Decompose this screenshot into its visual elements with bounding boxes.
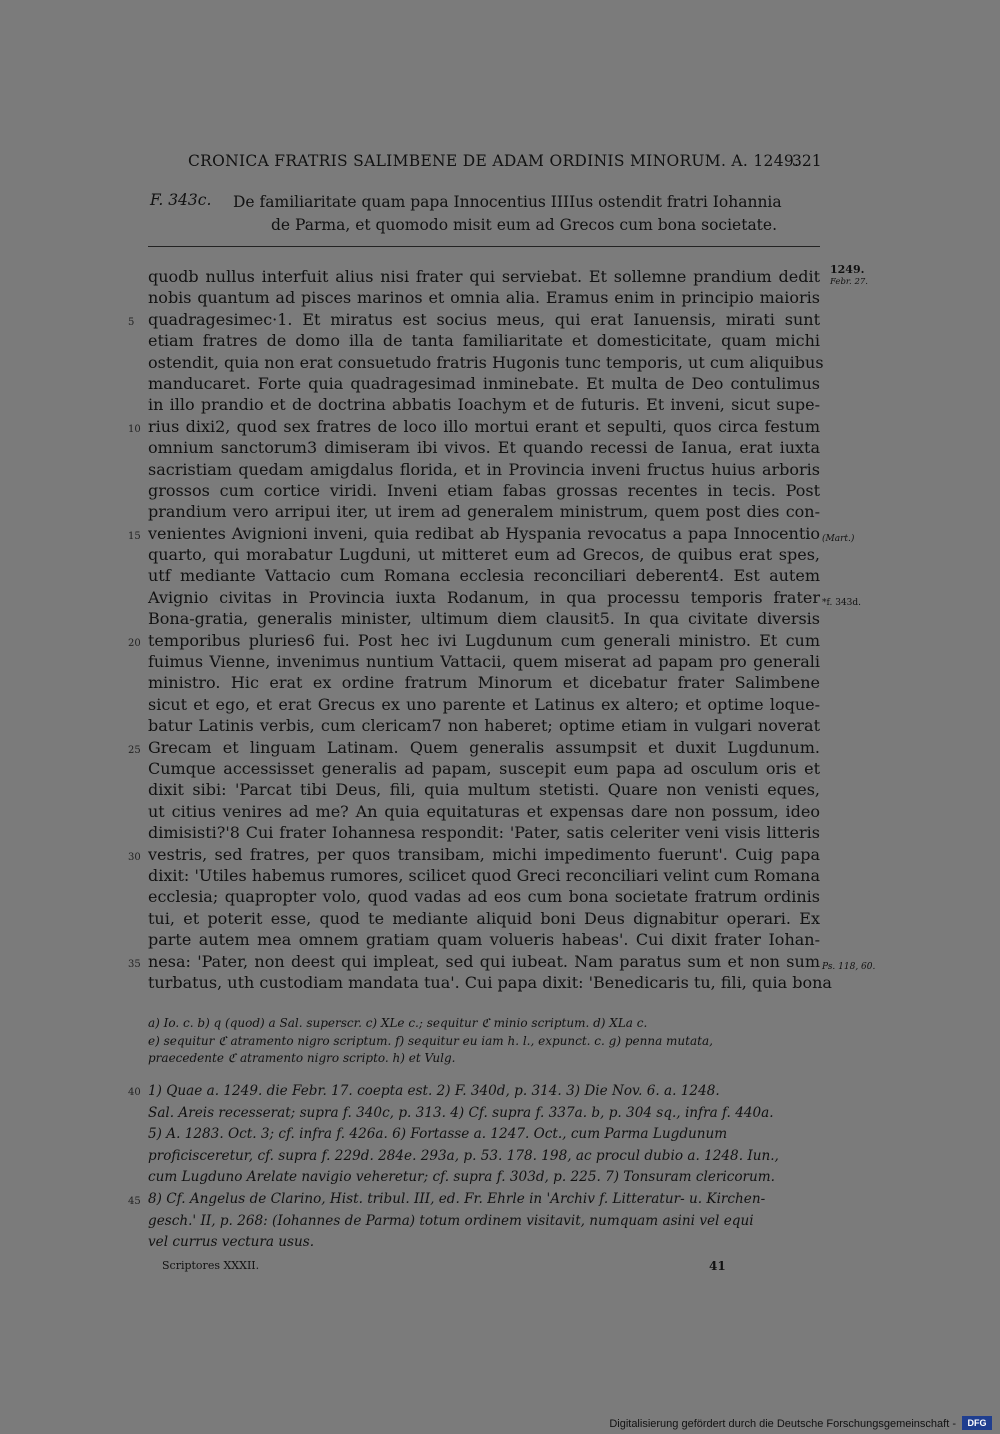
- dfg-logo: DFG: [962, 1416, 992, 1430]
- section-title-line-1: De familiaritate quam papa Innocentius IIIIus ostendit fratri Iohannia: [233, 193, 782, 211]
- text-line: quarto, qui morabatur Lugduni, ut mitteret eum ad Grecos, de quibus erat spes,: [148, 545, 820, 565]
- notes-line-number-45: 45: [128, 1196, 141, 1207]
- text-line: dimisisti?'8 Cui frater Iohannesa respondit: 'Pater, satis celeriter veni visis litteris: [148, 823, 820, 843]
- funding-notice: Digitalisierung gefördert durch die Deutsche Forschungsgemeinschaft -: [609, 1418, 956, 1430]
- margin-date: Febr. 27.: [830, 277, 868, 287]
- signature-mark: Scriptores XXXII.: [162, 1259, 260, 1272]
- text-line: nobis quantum ad pisces marinos et omnia alia. Eramus enim in principio maioris: [148, 288, 820, 308]
- page-number: 321: [792, 152, 822, 170]
- line-number-15: 15: [128, 531, 141, 542]
- text-line: temporibus pluries6 fui. Post hec ivi Lugdunum cum generali ministro. Et cum: [148, 630, 820, 650]
- text-line: quadragesimec·1. Et miratus est socius meus, qui erat Ianuensis, mirati sunt: [148, 309, 820, 329]
- gathering-number: 41: [709, 1259, 726, 1273]
- line-number-10: 10: [128, 424, 141, 435]
- text-line: Grecam et linguam Latinam. Quem generalis assumpsit et duxit Lugdunum.: [148, 737, 820, 757]
- apparatus-line: praecedente ℭ atramento nigro scripto. h) et Vulg.: [148, 1051, 456, 1065]
- text-line: rius dixi2, quod sex fratres de loco illo mortui erant et sepulti, quos circa festum: [148, 416, 820, 436]
- text-line: Bona-gratia, generalis minister, ultimum diem clausit5. In qua civitate diversis: [148, 609, 820, 629]
- apparatus-line: a) Io. c. b) q (quod) a Sal. superscr. c) XLe c.; sequitur ℭ minio scriptum. d) XLa c.: [148, 1016, 648, 1030]
- text-line: omnium sanctorum3 dimiseram ibi vivos. Et quando recessi de Ianua, erat iuxta: [148, 438, 820, 458]
- text-line: nesa: 'Pater, non deest qui impleat, sed qui iubeat. Nam paratus sum et non sum: [148, 951, 820, 971]
- footnote-line: 1) Quae a. 1249. die Febr. 17. coepta est. 2) F. 340d, p. 314. 3) Die Nov. 6. a. 1248.: [148, 1083, 720, 1099]
- text-line: tui, et poterit esse, quod te mediante aliquid boni Deus dignabitur operari. Ex: [148, 908, 820, 928]
- text-line: parte autem mea omnem gratiam quam volueris habeas'. Cui dixit frater Iohan-: [148, 930, 820, 950]
- footnote-line: cum Lugduno Arelate navigio veheretur; cf. supra f. 303d, p. 225. 7) Tonsuram clericorum.: [148, 1169, 775, 1186]
- text-line: prandium vero arripui iter, ut irem ad generalem ministrum, quem post dies con-: [148, 502, 820, 522]
- text-line: vestris, sed fratres, per quos transibam, michi impedimento fuerunt'. Cuig papa: [148, 844, 820, 864]
- text-line: dixit sibi: 'Parcat tibi Deus, fili, quia multum stetisti. Quare non venisti eques,: [148, 780, 820, 800]
- line-number-5: 5: [128, 317, 135, 328]
- text-line: manducaret. Forte quia quadragesimad inminebate. Et multa de Deo contulimus: [148, 373, 820, 393]
- footnote-line: 5) A. 1283. Oct. 3; cf. infra f. 426a. 6) Fortasse a. 1247. Oct., cum Parma Lugdunum: [148, 1126, 728, 1143]
- section-title: [233, 191, 823, 237]
- text-line: ut citius venires ad me? An quia equitaturas et expensas dare non possum, ideo: [148, 801, 820, 821]
- text-line: quodb nullus interfuit alius nisi frater qui serviebat. Et sollemne prandium dedit: [148, 267, 820, 286]
- critical-apparatus: [148, 1015, 820, 1068]
- text-line: ostendit, quia non erat consuetudo fratris Hugonis tunc temporis, ut cum aliquibus: [148, 352, 824, 372]
- header-rule: [148, 246, 820, 247]
- text-line: etiam fratres de domo illa de tanta familiaritate et domesticitate, quam michi: [148, 331, 820, 351]
- text-line: sicut et ego, et erat Grecus ex uno parente et Latinus ex altero; et optime loque-: [148, 694, 820, 714]
- line-number-35: 35: [128, 959, 141, 970]
- footnote-line: gesch.' II, p. 268: (Iohannes de Parma) totum ordinem visitavit, numquam asini vel equi: [148, 1212, 754, 1229]
- text-line: Cumque accessisset generalis ad papam, suscepit eum papa ad osculum oris et: [148, 758, 820, 778]
- margin-folio: *f. 343d.: [822, 598, 862, 608]
- margin-year: 1249.: [830, 263, 865, 276]
- notes-line-number-40: 40: [128, 1087, 141, 1098]
- margin-psalm-reference: Ps. 118, 60.: [822, 962, 876, 972]
- text-line: utf mediante Vattacio cum Romana ecclesia reconciliari deberent4. Est autem: [148, 566, 820, 586]
- margin-month: (Mart.): [822, 534, 855, 544]
- text-line: venientes Avignioni inveni, quia redibat ab Hyspania revocatus a papa Innocentio: [148, 523, 820, 543]
- footnote-line: vel currus vectura usus.: [148, 1234, 315, 1251]
- text-line: in illo prandio et de doctrina abbatis Ioachym et de futuris. Et inveni, sicut supe-: [148, 395, 820, 415]
- line-number-20: 20: [128, 638, 141, 649]
- main-text: [148, 266, 832, 993]
- footnote-line: proficisceretur, cf. supra f. 229d. 284e. 293a, p. 53. 178. 198, ac procul dubio a. 1248. Iun.,: [148, 1147, 779, 1164]
- text-line: batur Latinis verbis, cum clericam7 non haberet; optime etiam in vulgari noverat: [148, 716, 820, 736]
- footnotes: [148, 1081, 820, 1254]
- section-title-line-2: de Parma, et quomodo misit eum ad Grecos cum bona societate.: [271, 216, 778, 234]
- folio-reference: F. 343c.: [150, 191, 212, 209]
- text-line: sacristiam quedam amigdalus florida, et in Provincia inveni fructus huius arboris: [148, 459, 820, 479]
- text-line: Avignio civitas in Provincia iuxta Rodanum, in qua processu temporis frater: [148, 587, 820, 607]
- text-line: turbatus, uth custodiam mandata tua'. Cui papa dixit: 'Benedicaris tu, fili, quia bona: [148, 972, 832, 992]
- text-line: grossos cum cortice viridi. Inveni etiam fabas grossas recentes in tecis. Post: [148, 480, 820, 500]
- line-number-30: 30: [128, 852, 141, 863]
- text-line: ministro. Hic erat ex ordine fratrum Minorum et dicebatur frater Salimbene: [148, 673, 820, 693]
- text-line: dixit: 'Utiles habemus rumores, scilicet quod Greci reconciliari velint cum Romana: [148, 865, 820, 885]
- line-number-25: 25: [128, 745, 141, 756]
- text-line: fuimus Vienne, invenimus nuntium Vattacii, quem miserat ad papam pro generali: [148, 652, 820, 672]
- text-line: ecclesia; quapropter volo, quod vadas ad eos cum bona societate fratrum ordinis: [148, 887, 820, 907]
- footnote-line: Sal. Areis recesserat; supra f. 340c, p. 313. 4) Cf. supra f. 337a. b, p. 304 sq., infra f. 440a.: [148, 1104, 774, 1121]
- apparatus-line: e) sequitur ℭ atramento nigro scriptum. f) sequitur eu iam h. l., expunct. c. g) penna mutata,: [148, 1033, 713, 1048]
- footnote-line: 8) Cf. Angelus de Clarino, Hist. tribul. III, ed. Fr. Ehrle in 'Archiv f. Litteratur- u. Kirchen-: [148, 1190, 766, 1207]
- running-header-title: CRONICA FRATRIS SALIMBENE DE ADAM ORDINIS MINORUM. A. 1249.: [188, 152, 800, 170]
